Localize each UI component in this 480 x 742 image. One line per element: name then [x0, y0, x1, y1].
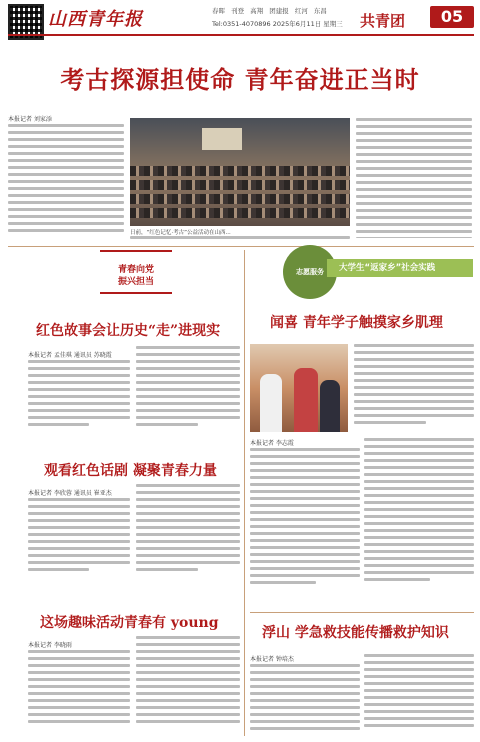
section-title: 共青团	[360, 12, 406, 30]
badge-banner: 大学生“返家乡”社会实践	[327, 259, 473, 277]
article-title: 观看红色话剧 凝聚青春力量	[44, 463, 217, 479]
article-body	[28, 360, 130, 426]
article-byline: 本报记者 李志霞	[250, 440, 294, 447]
article-title: 这场趣味活动青春有 young	[40, 615, 219, 631]
article-byline: 本报记者 钟培杰	[250, 656, 294, 663]
page-number: 05	[430, 6, 474, 28]
main-article-col1	[8, 124, 124, 234]
article-body-col2	[364, 654, 474, 738]
article-body	[354, 344, 474, 434]
article-body	[250, 448, 360, 608]
newspaper-logo: 山西青年报	[48, 9, 143, 30]
article-body-col2	[136, 636, 240, 738]
masthead-editors: 春晖 刊登 高翔 团建报 红河 东昌	[212, 7, 327, 15]
main-photo-caption: 日前，“红色记忆·考古”公益活动在山西...	[130, 230, 231, 236]
article-byline: 本报记者 李晓雨	[28, 642, 72, 649]
article-title: 闻喜 青年学子触摸家乡肌理	[270, 315, 443, 331]
article-body	[250, 664, 360, 738]
article-photo	[250, 344, 348, 432]
main-article-under-photo	[130, 236, 350, 244]
main-headline: 考古探源担使命 青年奋进正当时	[60, 65, 420, 94]
main-article-col3	[356, 118, 472, 238]
article-body-col2	[136, 346, 240, 426]
column-divider	[244, 250, 245, 736]
article-byline: 本报记者 孟佳琪 通讯员 苏晓霞	[28, 352, 112, 359]
masthead	[0, 0, 480, 46]
main-byline: 本报记者 刘家添	[8, 116, 52, 123]
badge-emblem-icon: 志愿服务	[283, 245, 337, 299]
masthead-date: Tel:0351-4070896 2025年6月11日 星期三	[212, 20, 343, 28]
section-divider	[250, 612, 474, 613]
theme-ribbon: 青春向党 振兴担当	[100, 250, 172, 294]
article-body-col2	[364, 438, 474, 608]
main-photo	[130, 118, 350, 226]
article-body	[28, 498, 130, 580]
article-title: 浮山 学急救技能传播救护知识	[262, 625, 449, 641]
practice-badge	[283, 245, 473, 300]
article-byline: 本报记者 李欣蓉 通讯员 崔亚杰	[28, 490, 112, 497]
article-body	[28, 650, 130, 738]
article-body-col2	[136, 484, 240, 580]
top-rule	[8, 34, 474, 36]
article-title: 红色故事会让历史“走”进现实	[36, 323, 221, 339]
